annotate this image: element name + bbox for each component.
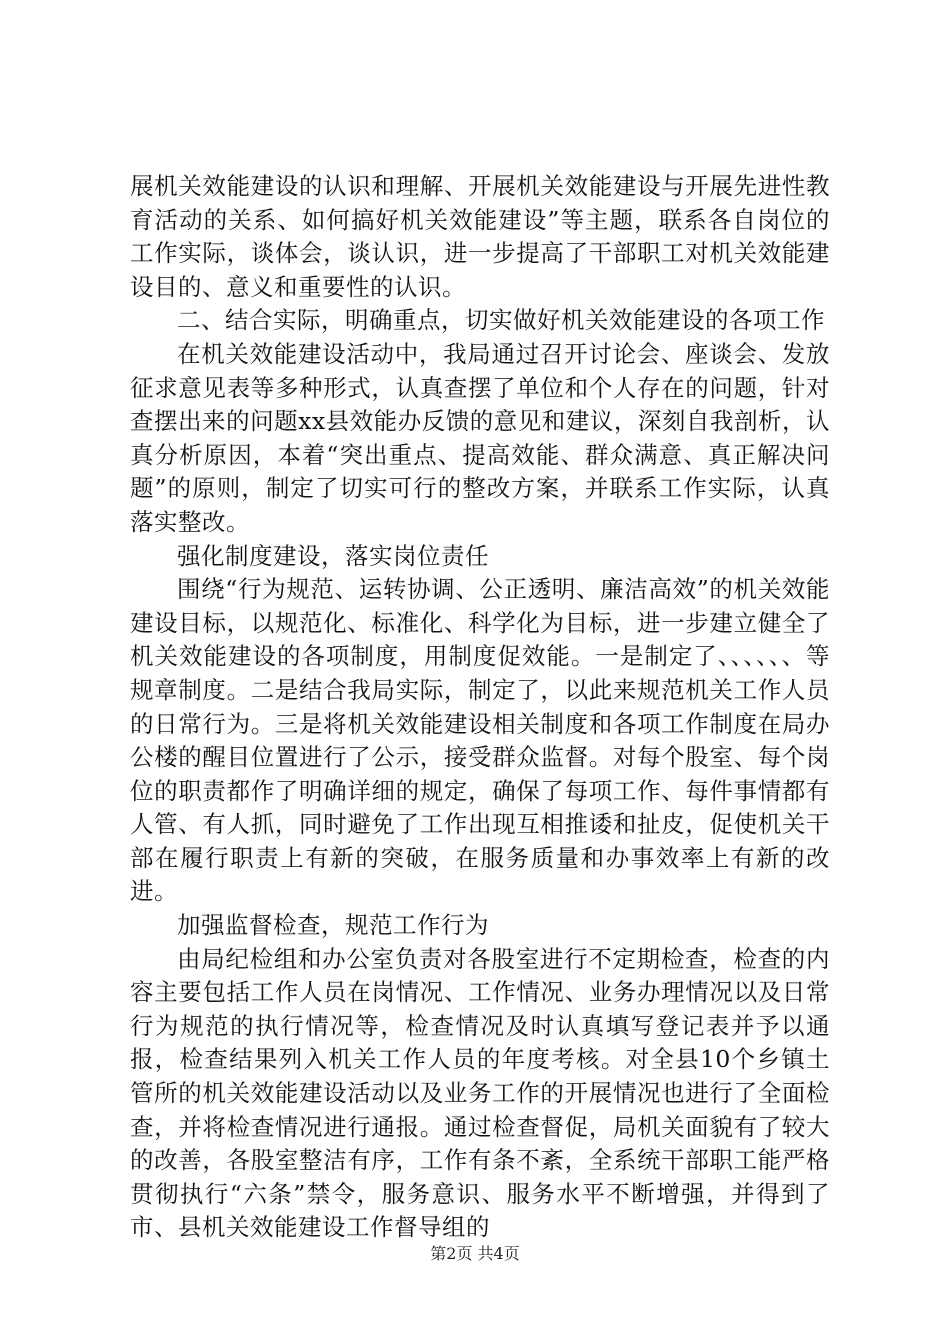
- paragraph-continued: 展机关效能建设的认识和理解、开展机关效能建设与开展先进性教育活动的关系、如何搞好机关效能建设”等主题，联系各自岗位的工作实际，谈体会，谈认识，进一步提高了干部职工对机关效能建设目的、意义和重要性的认识。: [130, 172, 830, 301]
- paragraph-activities: 在机关效能建设活动中，我局通过召开讨论会、座谈会、发放征求意见表等多种形式，认真查摆了单位和个人存在的问题，针对查摆出来的问题xx县效能办反馈的意见和建议，深刻自我剖析，认真分析原因，本着“突出重点、提高效能、群众满意、真正解决问题”的原则，制定了切实可行的整改方案，并联系工作实际，认真落实整改。: [130, 339, 830, 536]
- paragraph-supervision: 由局纪检组和办公室负责对各股室进行不定期检查，检查的内容主要包括工作人员在岗情况、工作情况、业务办理情况以及日常行为规范的执行情况等，检查情况及时认真填写登记表并予以通报，检查结果列入机关工作人员的年度考核。对全县10个乡镇土管所的机关效能建设活动以及业务工作的开展情况也进行了全面检查，并将检查情况进行通报。通过检查督促，局机关面貌有了较大的改善，各股室整洁有序，工作有条不紊，全系统干部职工能严格贯彻执行“六条”禁令，服务意识、服务水平不断增强，并得到了市、县机关效能建设工作督导组的: [130, 944, 830, 1242]
- subheading-system-building: 强化制度建设，落实岗位责任: [177, 541, 489, 570]
- paragraph-system-building: 围绕“行为规范、运转协调、公正透明、廉洁高效”的机关效能建设目标，以规范化、标准化、科学化为目标，进一步建立健全了机关效能建设的各项制度，用制度促效能。一是制定了、、、、、、等规章制度。二是结合我局实际，制定了，以此来规范机关工作人员的日常行为。三是将机关效能建设相关制度和各项工作制度在局办公楼的醒目位置进行了公示，接受群众监督。对每个股室、每个岗位的职责都作了明确详细的规定，确保了每项工作、每件事情都有人管、有人抓，同时避免了工作出现互相推诿和扯皮，促使机关干部在履行职责上有新的突破，在服务质量和办事效率上有新的改进。: [130, 575, 830, 906]
- document-body: [130, 170, 830, 1245]
- page-number-footer: 第2页 共4页: [430, 1244, 520, 1263]
- subheading-supervision: 加强监督检查，规范工作行为: [177, 911, 489, 940]
- section-heading-2: 二、结合实际，明确重点，切实做好机关效能建设的各项工作: [177, 306, 825, 335]
